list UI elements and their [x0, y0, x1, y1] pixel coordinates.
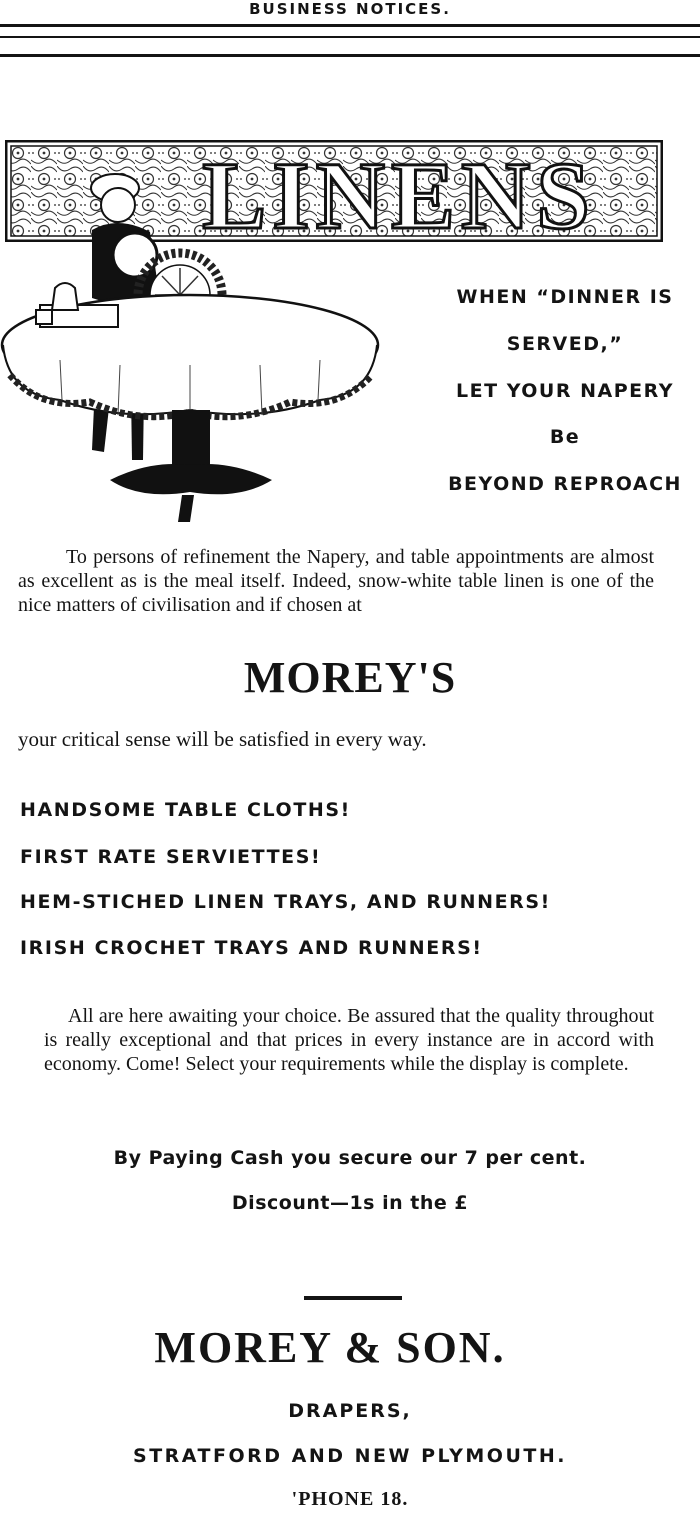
offer-linen-trays: HEM-STICHED LINEN TRAYS, AND RUNNERS! — [20, 891, 551, 913]
divider-rule — [304, 1296, 402, 1300]
section-title: BUSINESS NOTICES. — [249, 0, 451, 18]
tagline-line-3: LET YOUR NAPERY — [456, 380, 674, 402]
critical-sense-line: your critical sense will be satisfied in every way. — [18, 727, 427, 751]
cash-line-2: Discount—1s in the £ — [231, 1192, 469, 1214]
header-rule-top — [0, 24, 700, 27]
banner-title: LINENS — [202, 142, 596, 242]
intro-text: To persons of refinement the Napery, and table appointments are almost as excellent as is the meal itself. Indeed, snow-white table linen is one of the nice matters of civilisation and if chosen at — [18, 546, 654, 616]
header-rule-middle — [0, 36, 700, 38]
tagline-line-1: WHEN “DINNER IS — [456, 286, 674, 308]
offer-crochet-trays: IRISH CROCHET TRAYS AND RUNNERS! — [20, 937, 483, 959]
cash-line-1: By Paying Cash you secure our 7 per cent. — [113, 1147, 587, 1169]
tagline-line-4: Be — [549, 426, 581, 448]
firm-trade: DRAPERS, — [288, 1400, 412, 1422]
closing-text: All are here awaiting your choice. Be assured that the quality throughout is really exceptional and that prices in every instance are in accord with economy. Come! Select your requirements while the display is complete. — [44, 1005, 654, 1075]
offer-table-cloths: HANDSOME TABLE CLOTHS! — [20, 799, 351, 821]
store-name: MOREY'S — [243, 653, 457, 702]
intro-paragraph — [18, 545, 654, 617]
firm-address: STRATFORD AND NEW PLYMOUTH. — [133, 1445, 567, 1467]
tagline-line-2: SERVED,” — [506, 333, 624, 355]
tagline-line-5: BEYOND REPROACH — [448, 473, 682, 495]
offer-serviettes: FIRST RATE SERVIETTES! — [20, 846, 322, 868]
header-rule-bottom — [0, 54, 700, 57]
firm-name: MOREY & SON. — [154, 1323, 506, 1372]
firm-phone: 'PHONE 18. — [291, 1488, 409, 1510]
closing-paragraph — [44, 1004, 654, 1076]
table-illustration — [0, 160, 390, 530]
